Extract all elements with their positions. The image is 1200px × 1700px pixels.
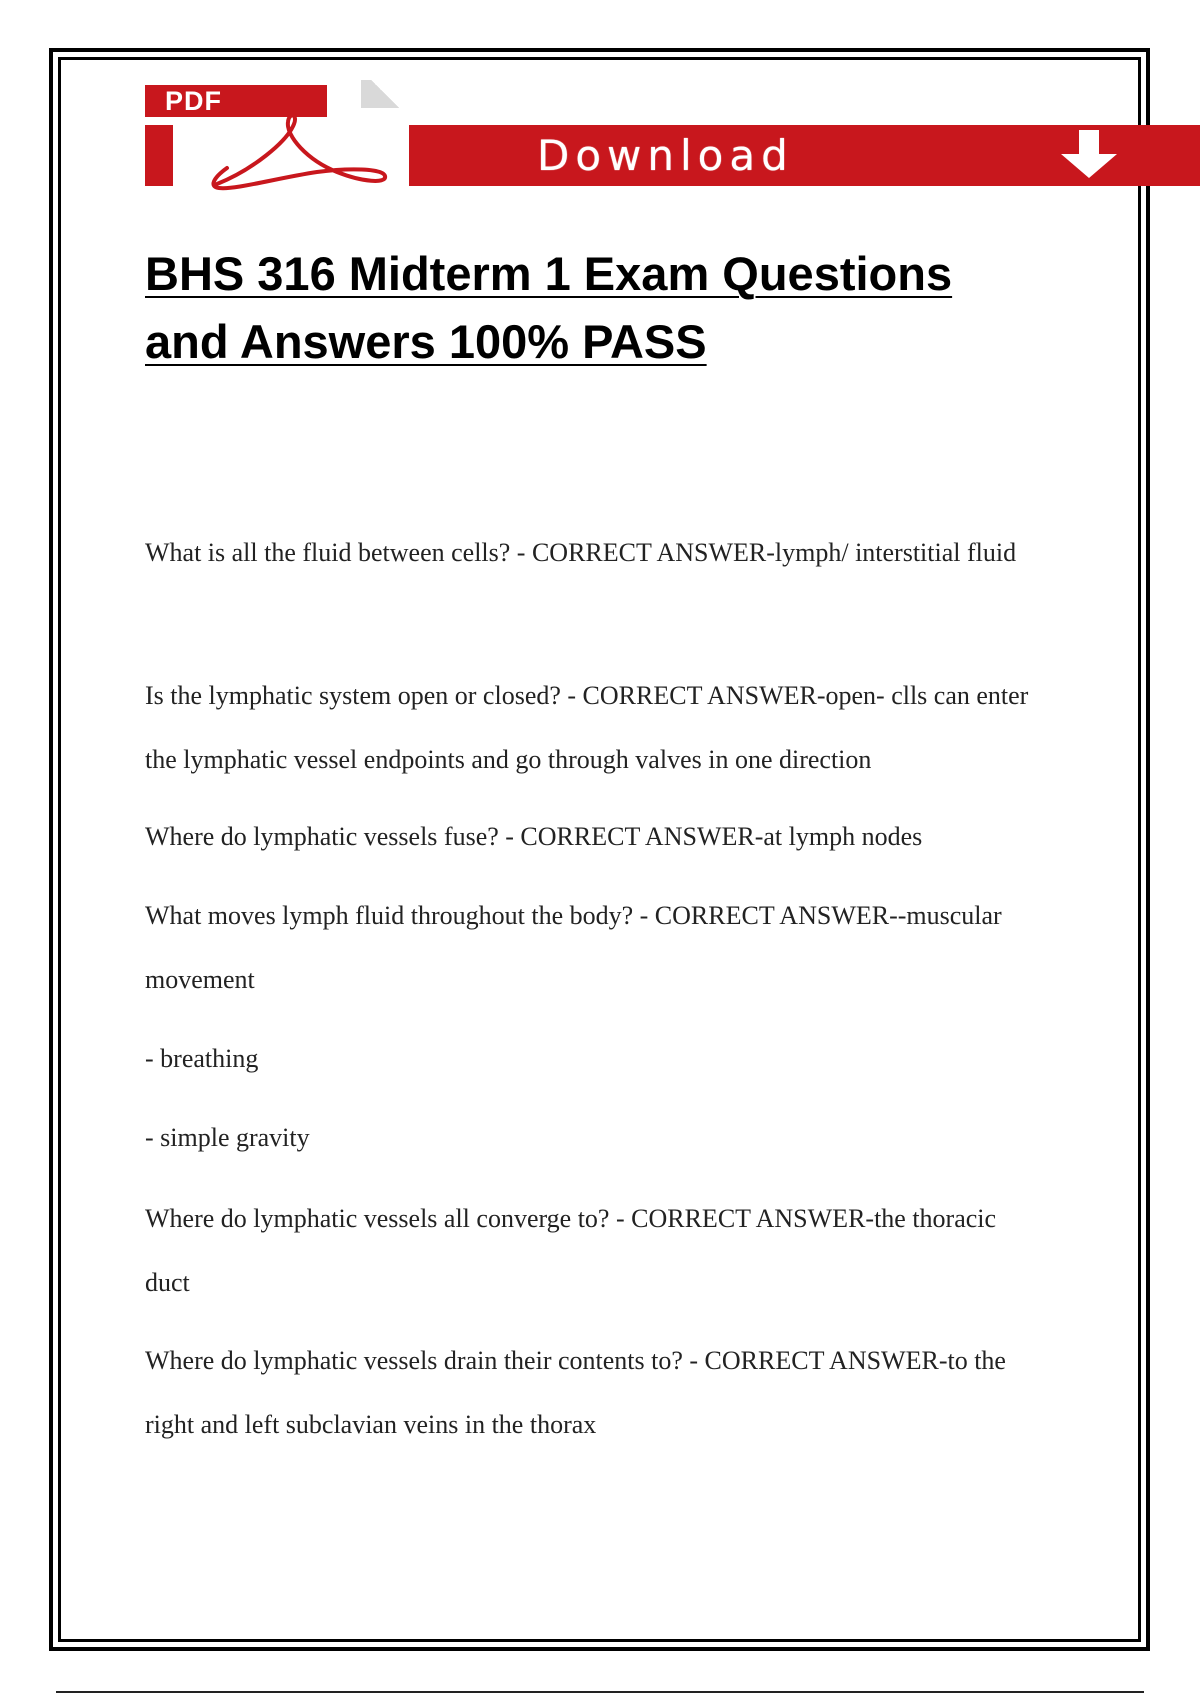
qa-entry: Where do lymphatic vessels drain their contents to? - CORRECT ANSWER-to the right and left subclavian veins in the thorax: [145, 1346, 1006, 1439]
bottom-divider: [56, 1691, 1144, 1693]
pdf-tag: PDF: [145, 85, 327, 117]
qa-entry: Where do lymphatic vessels fuse? - CORRECT ANSWER-at lymph nodes: [145, 822, 923, 851]
qa-entry: Is the lymphatic system open or closed? - CORRECT ANSWER-open- clls can enter the lymphatic vessel endpoints and go through valves in one direction: [145, 681, 1029, 774]
qa-entry: - breathing: [145, 1044, 259, 1073]
page-title: BHS 316 Midterm 1 Exam Questions and Answers 100% PASS: [145, 247, 953, 368]
download-arrow-icon: [1057, 130, 1121, 180]
qa-entry: What is all the fluid between cells? - CORRECT ANSWER-lymph/ interstitial fluid: [145, 538, 1017, 567]
qa-entry: Where do lymphatic vessels all converge to? - CORRECT ANSWER-the thoracic duct: [145, 1204, 997, 1297]
acrobat-logo-icon: [197, 112, 397, 196]
qa-entry: - simple gravity: [145, 1123, 310, 1152]
download-label: Download: [537, 131, 794, 180]
qa-entry: What moves lymph fluid throughout the body? - CORRECT ANSWER--muscular movement: [145, 901, 1002, 994]
page-fold-icon: [361, 80, 409, 108]
pdf-download-banner[interactable]: [145, 78, 1200, 200]
